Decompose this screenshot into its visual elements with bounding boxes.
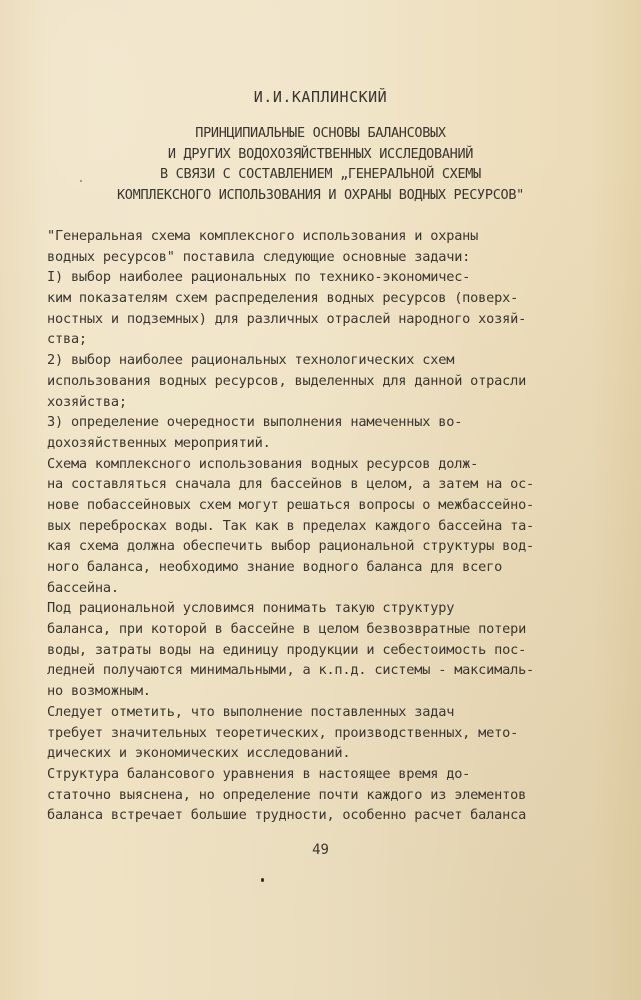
body-line: 3) определение очередности выполнения намеченных во- xyxy=(47,414,463,431)
body-line: нове побассейновых схем могут решаться вопросы о межбассейно- xyxy=(47,496,535,513)
body-line: водных ресурсов" поставила следующие основные задачи: xyxy=(47,248,471,265)
body-line: хозяйства; xyxy=(47,393,127,410)
ink-speck xyxy=(261,878,264,882)
body-line: бассейна. xyxy=(47,579,119,596)
body-line: требует значительных теоретических, производственных, мето- xyxy=(47,724,519,741)
body-line: Под рациональной условимся понимать такую структуру xyxy=(47,600,455,617)
body-line: 2) выбор наиболее рациональных технологических схем xyxy=(47,352,455,369)
body-line: дохозяйственных мероприятий. xyxy=(47,434,271,451)
body-line: на составляться сначала для бассейнов в целом, а затем на ос- xyxy=(47,476,535,493)
body-line: использования водных ресурсов, выделенных для данной отрасли xyxy=(47,372,527,389)
body-line: ким показателям схем распределения водных ресурсов (поверх- xyxy=(47,290,519,307)
title-line: И ДРУГИХ ВОДОХОЗЯЙСТВЕННЫХ ИССЛЕДОВАНИЙ xyxy=(167,145,474,162)
author-name: И.И.КАПЛИНСКИЙ xyxy=(253,88,388,106)
title-line: В СВЯЗИ С СОСТАВЛЕНИЕМ „ГЕНЕРАЛЬНОЙ СХЕМЫ xyxy=(160,166,481,182)
body-line: ного баланса, необходимо знание водного баланса для всего xyxy=(47,559,503,575)
body-line: баланса, при которой в бассейне в целом безвозвратные потери xyxy=(47,621,527,638)
body-text xyxy=(47,226,597,826)
body-line: статочно выяснена, но определение почти каждого из элементов xyxy=(47,786,527,803)
body-line: вых перебросках воды. Так как в пределах каждого бассейна та- xyxy=(47,517,535,534)
body-line: кая схема должна обеспечить выбор рациональной структуры вод- xyxy=(47,538,535,555)
body-line: ностных и подземных) для различных отраслей народного хозяй- xyxy=(47,310,527,327)
body-line: баланса встречает большие трудности, особенно расчет баланса xyxy=(47,807,527,824)
page-number: 49 xyxy=(312,842,329,858)
body-line: дических и экономических исследований. xyxy=(47,745,351,762)
body-line: Схема комплексного использования водных ресурсов долж- xyxy=(47,455,479,472)
body-line: ледней получаются минимальными, а к.п.д. системы - максималь- xyxy=(47,662,535,679)
body-line: ства; xyxy=(47,331,87,348)
title-line: КОМПЛЕКСНОГО ИСПОЛЬЗОВАНИЯ И ОХРАНЫ ВОДНЫХ РЕСУРСОВ" xyxy=(116,186,525,203)
body-line: но возможным. xyxy=(47,683,151,700)
article-title xyxy=(0,123,641,205)
body-line: Следует отметить, что выполнение поставленных задач xyxy=(47,703,455,720)
body-line: "Генеральная схема комплексного использования и охраны xyxy=(47,228,479,244)
body-line: Структура балансового уравнения в настоящее время до- xyxy=(47,765,471,782)
body-line: I) выбор наиболее рациональных по технико-экономичес- xyxy=(47,269,471,286)
ink-speck xyxy=(80,180,82,182)
title-line: ПРИНЦИПИАЛЬНЫЕ ОСНОВЫ БАЛАНСОВЫХ xyxy=(195,125,446,141)
body-line: воды, затраты воды на единицу продукции и себестоимость пос- xyxy=(47,641,527,658)
